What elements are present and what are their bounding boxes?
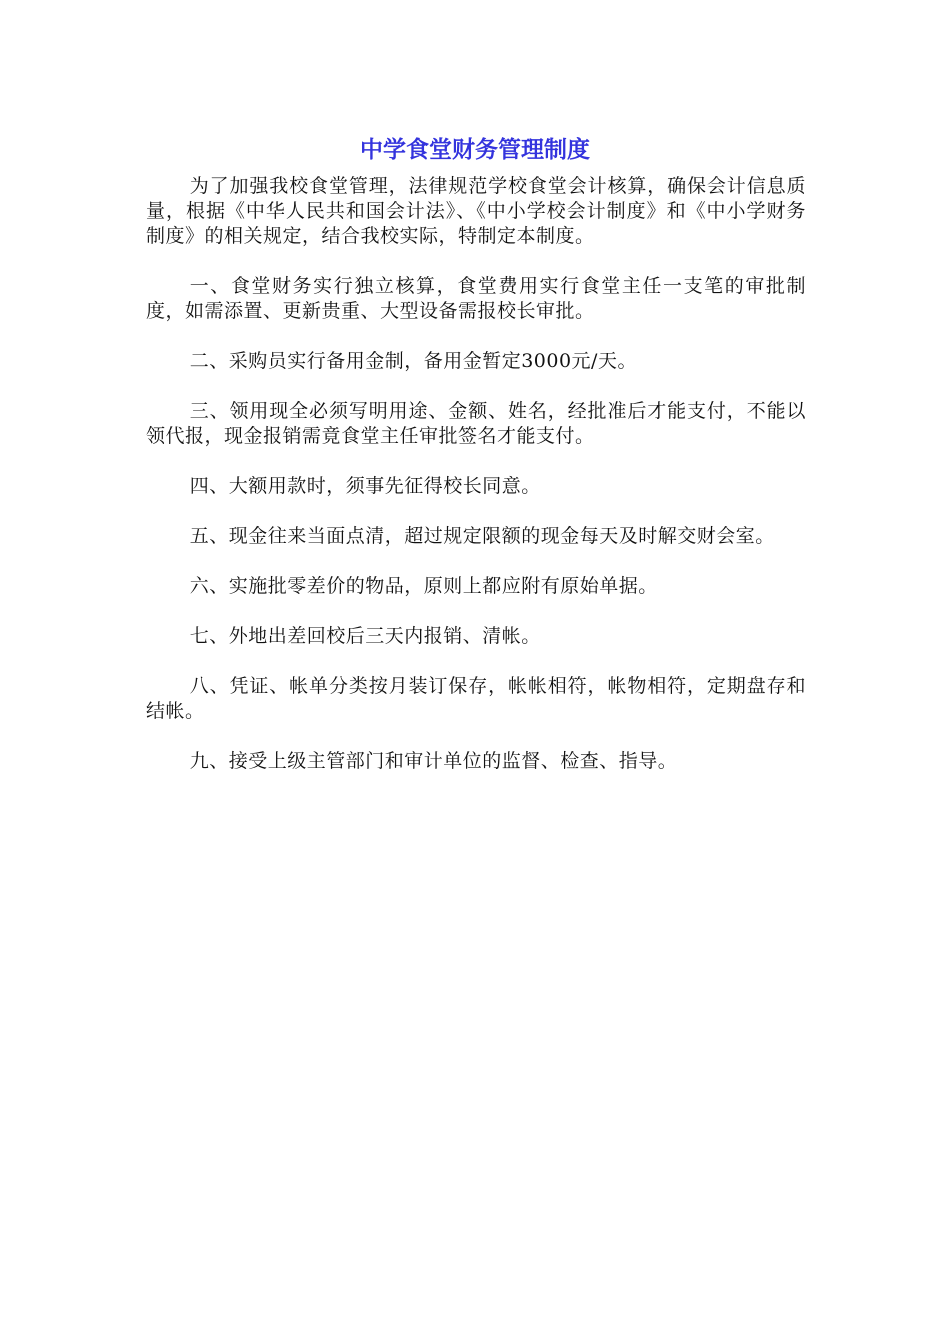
paragraph-item-3: 三、领用现全必须写明用途、金额、姓名，经批准后才能支付，不能以领代报，现金报销需竟食堂主任审批签名才能支付。 [146,400,806,447]
paragraph-item-4: 四、大额用款时，须事先征得校长同意。 [189,475,541,497]
paragraph-item-7: 七、外地出差回校后三天内报销、清帐。 [189,625,541,647]
paragraph-item-1: 一、食堂财务实行独立核算，食堂费用实行食堂主任一支笔的审批制度，如需添置、更新贵重、大型设备需报校长审批。 [146,275,806,322]
paragraph-intro: 为了加强我校食堂管理，法律规范学校食堂会计核算，确保会计信息质量，根据《中华人民共和国会计法》、《中小学校会计制度》和《中小学财务制度》的相关规定，结合我校实际，特制定本制度。 [146,175,806,247]
paragraph-item-9: 九、接受上级主管部门和审计单位的监督、检查、指导。 [189,750,678,772]
paragraph-item-6: 六、实施批零差价的物品，原则上都应附有原始单据。 [189,575,658,597]
paragraph-item-2: 二、采购员实行备用金制，备用金暂定3000元/天。 [189,350,637,372]
document-title: 中学食堂财务管理制度 [360,137,590,163]
paragraph-item-5: 五、现金往来当面点清，超过规定限额的现金每天及时解交财会室。 [189,525,775,547]
document-body [146,174,806,799]
paragraph-item-8: 八、凭证、帐单分类按月装订保存，帐帐相符，帐物相符，定期盘存和结帐。 [146,675,806,722]
